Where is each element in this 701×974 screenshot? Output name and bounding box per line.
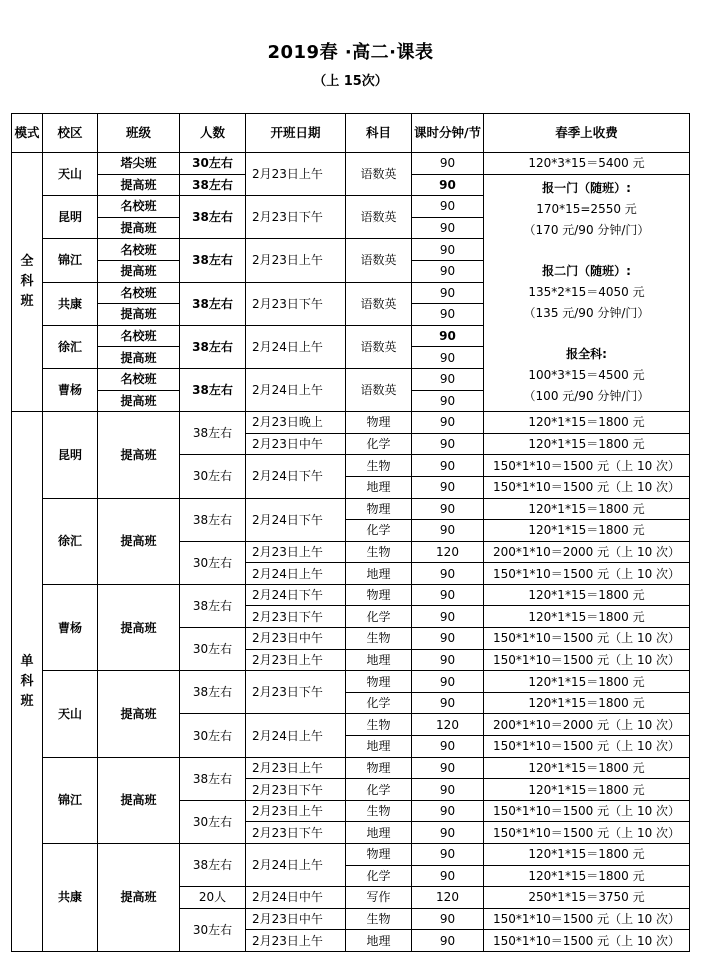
campus-cell: 锦江 [43,239,98,282]
people-cell: 30左右 [180,455,246,498]
fee-summary-cell [484,174,690,412]
class-cell: 提高班 [98,844,180,952]
fee-option-two-heading: 报二门（随班）: [542,264,631,279]
subject-cell: 地理 [346,930,412,952]
duration-cell: 90 [412,304,484,326]
subject-cell: 写作 [346,887,412,909]
subject-cell: 物理 [346,844,412,866]
duration-cell: 90 [412,844,484,866]
duration-cell: 90 [412,433,484,455]
fee-option-two-rate: （135 元/90 分钟/门） [523,306,650,321]
date-cell: 2月23日下午 [246,282,346,325]
fee-cell: 150*1*10＝1500 元（上 10 次） [484,736,690,758]
date-cell: 2月23日晚上 [246,412,346,434]
date-cell: 2月24日下午 [246,584,346,606]
class-cell: 提高班 [98,174,180,196]
date-cell: 2月23日上午 [246,800,346,822]
class-cell: 名校班 [98,196,180,218]
fee-cell: 120*1*15＝1800 元 [484,844,690,866]
table-row [12,584,690,606]
subject-cell: 语数英 [346,239,412,282]
duration-cell: 90 [412,476,484,498]
subject-cell: 化学 [346,692,412,714]
date-cell: 2月24日下午 [246,498,346,541]
fee-option-all-rate: （100 元/90 分钟/门） [523,389,650,404]
table-row [12,671,690,693]
campus-cell: 徐汇 [43,325,98,368]
class-cell: 名校班 [98,368,180,390]
date-cell: 2月24日下午 [246,455,346,498]
subject-cell: 物理 [346,671,412,693]
subject-cell: 地理 [346,736,412,758]
duration-cell: 90 [412,347,484,369]
fee-cell: 150*1*10＝1500 元（上 10 次） [484,649,690,671]
subject-cell: 化学 [346,606,412,628]
mode-quanke: 全 科 班 [12,153,43,412]
date-cell: 2月23日下午 [246,779,346,801]
subject-cell: 生物 [346,541,412,563]
date-cell: 2月23日上午 [246,541,346,563]
date-cell: 2月23日上午 [246,930,346,952]
header-campus: 校区 [43,114,98,153]
fee-cell: 200*1*10＝2000 元（上 10 次） [484,541,690,563]
people-cell: 38左右 [180,239,246,282]
duration-cell: 90 [412,800,484,822]
fee-cell: 150*1*10＝1500 元（上 10 次） [484,822,690,844]
table-row [12,498,690,520]
table-row [12,153,690,175]
people-cell: 30左右 [180,153,246,175]
date-cell: 2月24日上午 [246,844,346,887]
fee-cell: 120*1*15＝1800 元 [484,606,690,628]
campus-cell: 曹杨 [43,368,98,411]
subject-cell: 生物 [346,628,412,650]
subject-cell: 语数英 [346,282,412,325]
duration-cell: 90 [412,282,484,304]
duration-cell: 90 [412,390,484,412]
duration-cell: 90 [412,908,484,930]
subject-cell: 化学 [346,865,412,887]
fee-cell: 250*1*15＝3750 元 [484,887,690,909]
class-cell: 塔尖班 [98,153,180,175]
date-cell: 2月23日下午 [246,822,346,844]
duration-cell: 90 [412,736,484,758]
fee-cell: 120*1*15＝1800 元 [484,520,690,542]
duration-cell: 90 [412,865,484,887]
fee-cell: 120*3*15＝5400 元 [484,153,690,175]
mode-danke: 单 科 班 [12,412,43,952]
duration-cell: 90 [412,779,484,801]
people-cell: 30左右 [180,714,246,757]
subject-cell: 语数英 [346,368,412,411]
subject-cell: 物理 [346,584,412,606]
subject-cell: 语数英 [346,153,412,196]
campus-cell: 锦江 [43,757,98,843]
fee-option-all-heading: 报全科: [566,347,607,362]
duration-cell: 90 [412,153,484,175]
duration-cell: 90 [412,671,484,693]
duration-cell: 90 [412,239,484,261]
subject-cell: 语数英 [346,325,412,368]
subject-cell: 地理 [346,649,412,671]
duration-cell: 90 [412,217,484,239]
subject-cell: 物理 [346,498,412,520]
header-start-date: 开班日期 [246,114,346,153]
date-cell: 2月24日上午 [246,563,346,585]
fee-cell: 150*1*10＝1500 元（上 10 次） [484,800,690,822]
duration-cell: 90 [412,563,484,585]
class-cell: 提高班 [98,260,180,282]
people-cell: 30左右 [180,908,246,951]
people-cell: 38左右 [180,498,246,541]
header-subject: 科目 [346,114,412,153]
subject-cell: 生物 [346,908,412,930]
campus-cell: 共康 [43,282,98,325]
duration-cell: 90 [412,498,484,520]
class-cell: 提高班 [98,304,180,326]
fee-cell: 120*1*15＝1800 元 [484,865,690,887]
date-cell: 2月23日上午 [246,153,346,196]
fee-cell: 150*1*10＝1500 元（上 10 次） [484,455,690,477]
duration-cell: 90 [412,368,484,390]
fee-option-two-calc: 135*2*15＝4050 元 [528,285,645,300]
header-people: 人数 [180,114,246,153]
subject-cell: 地理 [346,476,412,498]
header-fee: 春季上收费 [484,114,690,153]
fee-cell: 120*1*15＝1800 元 [484,779,690,801]
class-cell: 提高班 [98,757,180,843]
duration-cell: 90 [412,174,484,196]
people-cell: 38左右 [180,412,246,455]
subject-cell: 地理 [346,563,412,585]
header-mode: 模式 [12,114,43,153]
fee-option-one-calc: 170*15=2550 元 [536,202,637,217]
subject-cell: 生物 [346,455,412,477]
date-cell: 2月23日中午 [246,433,346,455]
fee-option-one-heading: 报一门（随班）: [542,181,631,196]
page-subtitle: （上 15次） [313,74,388,89]
duration-cell: 90 [412,325,484,347]
date-cell: 2月23日上午 [246,649,346,671]
class-cell: 提高班 [98,498,180,584]
date-cell: 2月23日下午 [246,606,346,628]
people-cell: 20人 [180,887,246,909]
duration-cell: 90 [412,930,484,952]
duration-cell: 120 [412,541,484,563]
fee-cell: 150*1*10＝1500 元（上 10 次） [484,908,690,930]
class-cell: 提高班 [98,347,180,369]
fee-cell: 120*1*15＝1800 元 [484,692,690,714]
duration-cell: 120 [412,714,484,736]
people-cell: 30左右 [180,800,246,843]
fee-cell: 150*1*10＝1500 元（上 10 次） [484,628,690,650]
duration-cell: 90 [412,692,484,714]
campus-cell: 天山 [43,153,98,196]
date-cell: 2月24日上午 [246,368,346,411]
class-cell: 提高班 [98,412,180,498]
people-cell: 38左右 [180,196,246,239]
class-cell: 提高班 [98,584,180,670]
table-row [12,844,690,866]
campus-cell: 徐汇 [43,498,98,584]
fee-cell: 120*1*15＝1800 元 [484,671,690,693]
class-cell: 名校班 [98,282,180,304]
people-cell: 38左右 [180,174,246,196]
people-cell: 38左右 [180,671,246,714]
subject-cell: 物理 [346,757,412,779]
fee-option-all-calc: 100*3*15＝4500 元 [528,368,645,383]
duration-cell: 90 [412,584,484,606]
subject-cell: 地理 [346,822,412,844]
duration-cell: 90 [412,649,484,671]
people-cell: 38左右 [180,844,246,887]
date-cell: 2月23日下午 [246,671,346,714]
people-cell: 38左右 [180,584,246,627]
subject-cell: 化学 [346,520,412,542]
duration-cell: 90 [412,455,484,477]
fee-cell: 120*1*15＝1800 元 [484,757,690,779]
date-cell: 2月23日上午 [246,239,346,282]
subject-cell: 化学 [346,433,412,455]
date-cell: 2月24日上午 [246,714,346,757]
people-cell: 30左右 [180,541,246,584]
people-cell: 38左右 [180,757,246,800]
table-row [12,412,690,434]
subject-cell: 物理 [346,412,412,434]
class-cell: 提高班 [98,217,180,239]
table-row [12,757,690,779]
fee-cell: 120*1*15＝1800 元 [484,433,690,455]
people-cell: 38左右 [180,325,246,368]
people-cell: 38左右 [180,282,246,325]
people-cell: 30左右 [180,628,246,671]
header-class: 班级 [98,114,180,153]
subject-cell: 语数英 [346,196,412,239]
duration-cell: 90 [412,260,484,282]
duration-cell: 90 [412,412,484,434]
campus-cell: 曹杨 [43,584,98,670]
class-cell: 提高班 [98,671,180,757]
people-cell: 38左右 [180,368,246,411]
fee-option-one-rate: （170 元/90 分钟/门） [523,223,650,238]
campus-cell: 天山 [43,671,98,757]
campus-cell: 共康 [43,844,98,952]
class-cell: 名校班 [98,239,180,261]
page-title: 2019春 ·高二·课表 [267,42,434,63]
date-cell: 2月23日中午 [246,628,346,650]
subject-cell: 化学 [346,779,412,801]
duration-cell: 90 [412,606,484,628]
date-cell: 2月24日上午 [246,325,346,368]
fee-cell: 150*1*10＝1500 元（上 10 次） [484,930,690,952]
date-cell: 2月23日下午 [246,196,346,239]
header-duration: 课时分钟/节 [412,114,484,153]
duration-cell: 90 [412,520,484,542]
fee-cell: 150*1*10＝1500 元（上 10 次） [484,476,690,498]
duration-cell: 90 [412,757,484,779]
campus-cell: 昆明 [43,412,98,498]
subject-cell: 生物 [346,800,412,822]
duration-cell: 90 [412,628,484,650]
duration-cell: 90 [412,196,484,218]
table-header-row [12,114,690,153]
duration-cell: 120 [412,887,484,909]
fee-cell: 200*1*10＝2000 元（上 10 次） [484,714,690,736]
fee-cell: 120*1*15＝1800 元 [484,412,690,434]
fee-cell: 120*1*15＝1800 元 [484,498,690,520]
schedule-table [11,113,690,952]
duration-cell: 90 [412,822,484,844]
fee-cell: 150*1*10＝1500 元（上 10 次） [484,563,690,585]
class-cell: 提高班 [98,390,180,412]
date-cell: 2月23日中午 [246,908,346,930]
date-cell: 2月23日上午 [246,757,346,779]
date-cell: 2月24日中午 [246,887,346,909]
class-cell: 名校班 [98,325,180,347]
subject-cell: 生物 [346,714,412,736]
fee-cell: 120*1*15＝1800 元 [484,584,690,606]
campus-cell: 昆明 [43,196,98,239]
